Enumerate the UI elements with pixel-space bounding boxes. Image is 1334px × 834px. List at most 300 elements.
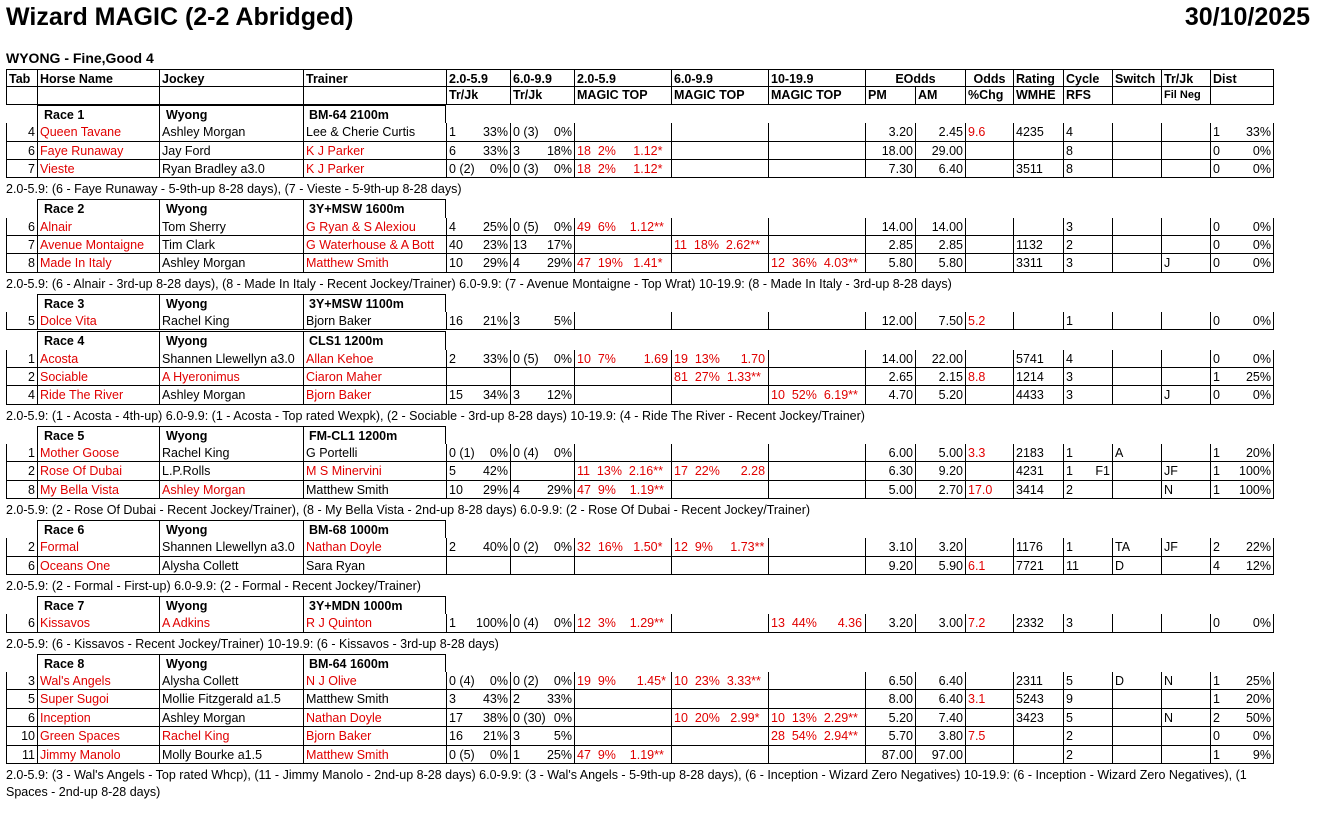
- runner-horse[interactable]: Faye Runaway: [37, 142, 159, 160]
- race-class: FM-CL1 1200m: [303, 426, 446, 444]
- race-header-row: [6, 199, 1334, 217]
- c2-pct: 0%: [553, 219, 572, 234]
- runner-cycle: [1063, 218, 1112, 236]
- runner-magic-c4: 12 9% 1.73**: [671, 538, 768, 556]
- runner-rating: 3311: [1013, 254, 1063, 272]
- runner-pm: 12.00: [865, 312, 915, 330]
- runner-horse[interactable]: My Bella Vista: [37, 481, 159, 499]
- c2-pct: 0%: [553, 351, 572, 366]
- runner-magic-c5: [768, 123, 865, 141]
- runner-horse[interactable]: Mother Goose: [37, 444, 159, 462]
- c1-count: 15: [449, 388, 463, 403]
- runner-trainer[interactable]: Bjorn Baker: [303, 312, 446, 330]
- runner-c2: [510, 386, 574, 404]
- runner-c1: [446, 727, 510, 745]
- race-header-row: [6, 520, 1334, 538]
- runner-c2: [510, 123, 574, 141]
- runner-c1: [446, 614, 510, 632]
- c2-pct: 0%: [553, 710, 572, 725]
- runner-row: [6, 444, 1334, 462]
- race-name: Race 6: [37, 520, 159, 538]
- runner-am: 7.50: [915, 312, 965, 330]
- runner-odds-chg: [965, 160, 1013, 178]
- runner-row: [6, 218, 1334, 236]
- dist-pct: 20%: [1245, 692, 1271, 707]
- runner-horse[interactable]: Acosta: [37, 350, 159, 368]
- runner-tab: 7: [6, 160, 37, 178]
- dist-count: 2: [1213, 710, 1220, 725]
- race-name: Race 2: [37, 199, 159, 217]
- runner-trjk: [1161, 614, 1210, 632]
- runner-c2: [510, 672, 574, 690]
- meeting-heading: WYONG - Fine,Good 4: [6, 50, 154, 66]
- runner-trainer[interactable]: Matthew Smith: [303, 254, 446, 272]
- runner-row: [6, 538, 1334, 556]
- cycle-value: 3: [1066, 370, 1073, 385]
- runner-magic-c4: [671, 444, 768, 462]
- runner-am: 14.00: [915, 218, 965, 236]
- runner-list: [6, 672, 1334, 764]
- runner-jockey[interactable]: Rachel King: [159, 444, 303, 462]
- runner-horse[interactable]: Inception: [37, 709, 159, 727]
- runner-trjk: N: [1161, 672, 1210, 690]
- runner-row: [6, 123, 1334, 141]
- runner-rating: [1013, 142, 1063, 160]
- c2-count: 13: [513, 237, 527, 252]
- c2-pct: 0%: [553, 673, 572, 688]
- dist-count: 1: [1213, 482, 1220, 497]
- runner-jockey[interactable]: Ryan Bradley a3.0: [159, 160, 303, 178]
- runner-dist: [1210, 727, 1274, 745]
- runner-jockey[interactable]: Tom Sherry: [159, 218, 303, 236]
- sub-c1: Tr/Jk: [446, 86, 510, 104]
- dist-count: 2: [1213, 540, 1220, 555]
- runner-jockey[interactable]: Ashley Morgan: [159, 481, 303, 499]
- runner-magic-c4: [671, 218, 768, 236]
- col-c5: 10-19.9: [768, 69, 865, 87]
- runner-magic-c5: [768, 690, 865, 708]
- runner-c1: [446, 142, 510, 160]
- runner-jockey[interactable]: Rachel King: [159, 727, 303, 745]
- runner-row: [6, 386, 1334, 404]
- runner-am: 6.40: [915, 160, 965, 178]
- runner-c2: [510, 746, 574, 764]
- runner-cycle: [1063, 254, 1112, 272]
- runner-magic-c5: [768, 350, 865, 368]
- runner-tab: 5: [6, 312, 37, 330]
- c1-pct: 25%: [482, 219, 508, 234]
- col-trainer: Trainer: [303, 69, 446, 87]
- runner-magic-c5: [768, 538, 865, 556]
- runner-cycle: [1063, 386, 1112, 404]
- runner-c2: [510, 462, 574, 480]
- runner-horse[interactable]: Queen Tavane: [37, 123, 159, 141]
- runner-horse[interactable]: Sociable: [37, 368, 159, 386]
- race-venue: Wyong: [159, 596, 303, 614]
- runner-pm: 2.65: [865, 368, 915, 386]
- race-venue: Wyong: [159, 520, 303, 538]
- race-header-row: [6, 105, 1334, 123]
- runner-rating: [1013, 218, 1063, 236]
- runner-trainer[interactable]: Ciaron Maher: [303, 368, 446, 386]
- runner-c1: [446, 386, 510, 404]
- runner-switch: [1112, 481, 1161, 499]
- runner-horse[interactable]: Wal's Angels: [37, 672, 159, 690]
- runner-magic-c3: [574, 386, 671, 404]
- c2-count: 0 (4): [513, 446, 539, 461]
- cycle-value: 3: [1066, 388, 1073, 403]
- runner-jockey[interactable]: Mollie Fitzgerald a1.5: [159, 690, 303, 708]
- runner-trainer[interactable]: Nathan Doyle: [303, 538, 446, 556]
- runner-odds-chg: 17.0: [965, 481, 1013, 499]
- runner-tab: 1: [6, 350, 37, 368]
- runner-trjk: [1161, 368, 1210, 386]
- runner-rating: 4235: [1013, 123, 1063, 141]
- c2-pct: 0%: [553, 540, 572, 555]
- c2-pct: 29%: [546, 256, 572, 271]
- runner-horse[interactable]: Oceans One: [37, 557, 159, 575]
- runner-trainer[interactable]: K J Parker: [303, 142, 446, 160]
- runner-trainer[interactable]: Bjorn Baker: [303, 386, 446, 404]
- race-block: [6, 199, 1334, 293]
- runner-magic-c4: [671, 254, 768, 272]
- runner-dist: [1210, 142, 1274, 160]
- runner-trainer[interactable]: Allan Kehoe: [303, 350, 446, 368]
- runner-pm: 3.20: [865, 614, 915, 632]
- runner-list: [6, 218, 1334, 273]
- race-name: Race 3: [37, 294, 159, 312]
- runner-c2: [510, 254, 574, 272]
- c1-count: 6: [449, 143, 456, 158]
- runner-switch: [1112, 746, 1161, 764]
- runner-odds-chg: [965, 746, 1013, 764]
- runner-trainer[interactable]: R J Quinton: [303, 614, 446, 632]
- col-c3: 2.0-5.9: [574, 69, 671, 87]
- runner-jockey[interactable]: Alysha Collett: [159, 557, 303, 575]
- runner-am: 5.00: [915, 444, 965, 462]
- runner-jockey[interactable]: Ashley Morgan: [159, 254, 303, 272]
- runner-jockey[interactable]: Ashley Morgan: [159, 386, 303, 404]
- runner-row: [6, 672, 1334, 690]
- runner-magic-c5: 13 44% 4.36: [768, 614, 865, 632]
- runner-trjk: [1161, 142, 1210, 160]
- runner-trainer[interactable]: Sara Ryan: [303, 557, 446, 575]
- runner-dist: [1210, 368, 1274, 386]
- runner-magic-c5: [768, 160, 865, 178]
- col-jockey: Jockey: [159, 69, 303, 87]
- col-eodds: EOdds: [865, 69, 965, 87]
- runner-trjk: N: [1161, 709, 1210, 727]
- runner-trjk: JF: [1161, 538, 1210, 556]
- runner-tab: 6: [6, 142, 37, 160]
- runner-odds-chg: [965, 672, 1013, 690]
- runner-odds-chg: 9.6: [965, 123, 1013, 141]
- runner-tab: 1: [6, 444, 37, 462]
- runner-c2: [510, 142, 574, 160]
- runner-list: [6, 614, 1334, 632]
- runner-trjk: [1161, 218, 1210, 236]
- runner-c2: [510, 444, 574, 462]
- runner-horse[interactable]: Alnair: [37, 218, 159, 236]
- runner-magic-c3: [574, 727, 671, 745]
- runner-cycle: [1063, 672, 1112, 690]
- cycle-value: 4: [1066, 351, 1073, 366]
- runner-jockey[interactable]: Ashley Morgan: [159, 709, 303, 727]
- c2-count: 3: [513, 729, 520, 744]
- runner-c2: [510, 690, 574, 708]
- form-guide-table: [6, 68, 1334, 801]
- race-class: BM-64 2100m: [303, 105, 446, 123]
- runner-switch: [1112, 386, 1161, 404]
- runner-horse[interactable]: Made In Italy: [37, 254, 159, 272]
- dist-count: 1: [1213, 673, 1220, 688]
- runner-switch: [1112, 236, 1161, 254]
- runner-trainer[interactable]: N J Olive: [303, 672, 446, 690]
- runner-trjk: J: [1161, 254, 1210, 272]
- runner-dist: [1210, 709, 1274, 727]
- race-class: 3Y+MSW 1600m: [303, 199, 446, 217]
- runner-tab: 5: [6, 690, 37, 708]
- runner-trjk: [1161, 727, 1210, 745]
- runner-trainer[interactable]: Nathan Doyle: [303, 709, 446, 727]
- report-date: 30/10/2025: [1184, 3, 1310, 31]
- column-header-row: [6, 69, 1334, 87]
- runner-row: [6, 709, 1334, 727]
- runner-rating: 1132: [1013, 236, 1063, 254]
- dist-pct: 0%: [1252, 219, 1271, 234]
- col-cycle: Cycle: [1063, 69, 1112, 87]
- c2-pct: 33%: [546, 692, 572, 707]
- runner-odds-chg: [965, 350, 1013, 368]
- runner-horse[interactable]: Green Spaces: [37, 727, 159, 745]
- runner-pm: 5.00: [865, 481, 915, 499]
- runner-pm: 6.00: [865, 444, 915, 462]
- runner-c2: [510, 481, 574, 499]
- runner-horse[interactable]: Avenue Montaigne: [37, 236, 159, 254]
- runner-cycle: [1063, 538, 1112, 556]
- runner-tab: 11: [6, 746, 37, 764]
- runner-cycle: [1063, 160, 1112, 178]
- race-note: 2.0-5.9: (6 - Kissavos - Recent Jockey/Trainer) 10-19.9: (6 - Kissavos - 3rd-up 8-28 days): [6, 636, 499, 651]
- c1-pct: 34%: [482, 388, 508, 403]
- runner-c1: [446, 236, 510, 254]
- runner-magic-c5: 28 54% 2.94**: [768, 727, 865, 745]
- c2-pct: 18%: [546, 143, 572, 158]
- runner-trainer[interactable]: Bjorn Baker: [303, 727, 446, 745]
- runner-dist: [1210, 538, 1274, 556]
- runner-am: 5.20: [915, 386, 965, 404]
- race-note: 2.0-5.9: (3 - Wal's Angels - Top rated Whcp), (11 - Jimmy Manolo - 2nd-up 8-28 days) 6.0-9.9: (3 - Wal's Angels - 5-9th-up 8-28 days), (6 - Inception - Wizard Zero Negatives) 10-19.9: (6 - Inception - Wizard Zero Negatives), (1: [6, 767, 1247, 782]
- runner-jockey[interactable]: Jay Ford: [159, 142, 303, 160]
- runner-trainer[interactable]: K J Parker: [303, 160, 446, 178]
- runner-magic-c3: 10 7% 1.69: [574, 350, 671, 368]
- runner-tab: 2: [6, 368, 37, 386]
- runner-horse[interactable]: Kissavos: [37, 614, 159, 632]
- runner-magic-c4: [671, 557, 768, 575]
- runner-horse[interactable]: Ride The River: [37, 386, 159, 404]
- runner-trjk: [1161, 350, 1210, 368]
- runner-horse[interactable]: Vieste: [37, 160, 159, 178]
- runner-c1: [446, 690, 510, 708]
- runner-horse[interactable]: Super Sugoi: [37, 690, 159, 708]
- runner-c1: [446, 481, 510, 499]
- dist-count: 0: [1213, 351, 1220, 366]
- runner-trainer[interactable]: G Portelli: [303, 444, 446, 462]
- runner-c1: [446, 350, 510, 368]
- runner-trjk: J: [1161, 386, 1210, 404]
- runner-jockey[interactable]: Shannen Llewellyn a3.0: [159, 350, 303, 368]
- runner-rating: 2311: [1013, 672, 1063, 690]
- runner-dist: [1210, 312, 1274, 330]
- runner-odds-chg: 5.2: [965, 312, 1013, 330]
- runner-cycle: [1063, 462, 1112, 480]
- runner-cycle: [1063, 142, 1112, 160]
- runner-jockey[interactable]: Alysha Collett: [159, 672, 303, 690]
- dist-count: 1: [1213, 464, 1220, 479]
- c1-pct: 0%: [489, 673, 508, 688]
- runner-trainer[interactable]: Lee & Cherie Curtis: [303, 123, 446, 141]
- c1-count: 2: [449, 540, 456, 555]
- dist-pct: 0%: [1252, 161, 1271, 176]
- c1-pct: 33%: [482, 125, 508, 140]
- runner-magic-c5: [768, 481, 865, 499]
- runner-trainer[interactable]: Matthew Smith: [303, 690, 446, 708]
- runner-magic-c4: 17 22% 2.28: [671, 462, 768, 480]
- runner-am: 2.15: [915, 368, 965, 386]
- runner-list: [6, 538, 1334, 575]
- sub-c2: Tr/Jk: [510, 86, 574, 104]
- c1-count: 0 (4): [449, 673, 475, 688]
- c2-pct: 0%: [553, 616, 572, 631]
- runner-magic-c4: [671, 123, 768, 141]
- runner-horse[interactable]: Jimmy Manolo: [37, 746, 159, 764]
- c2-pct: 0%: [553, 125, 572, 140]
- runner-tab: 2: [6, 462, 37, 480]
- dist-count: 1: [1213, 747, 1220, 762]
- cycle-value: 9: [1066, 692, 1073, 707]
- sub-c3: MAGIC TOP: [574, 86, 671, 104]
- cycle-value: 3: [1066, 616, 1073, 631]
- c2-pct: 0%: [553, 161, 572, 176]
- c1-pct: 29%: [482, 482, 508, 497]
- runner-jockey[interactable]: Shannen Llewellyn a3.0: [159, 538, 303, 556]
- sub-trainer: [303, 86, 446, 104]
- runner-pm: 5.80: [865, 254, 915, 272]
- runner-trjk: [1161, 123, 1210, 141]
- runner-trainer[interactable]: G Waterhouse & A Bott: [303, 236, 446, 254]
- runner-horse[interactable]: Rose Of Dubai: [37, 462, 159, 480]
- c1-pct: 29%: [482, 256, 508, 271]
- runner-switch: [1112, 462, 1161, 480]
- runner-trainer[interactable]: M S Minervini: [303, 462, 446, 480]
- c2-pct: 0%: [553, 446, 572, 461]
- sub-wmhe: WMHE: [1013, 86, 1063, 104]
- runner-jockey[interactable]: L.P.Rolls: [159, 462, 303, 480]
- runner-magic-c5: [768, 444, 865, 462]
- runner-trainer[interactable]: Matthew Smith: [303, 481, 446, 499]
- race-block: [6, 105, 1334, 199]
- runner-switch: [1112, 614, 1161, 632]
- c1-count: 16: [449, 313, 463, 328]
- runner-tab: 6: [6, 557, 37, 575]
- sub-dist: [1210, 86, 1274, 104]
- runner-magic-c3: [574, 557, 671, 575]
- runner-c1: [446, 254, 510, 272]
- c2-count: 0 (3): [513, 161, 539, 176]
- runner-pm: 14.00: [865, 350, 915, 368]
- runner-jockey[interactable]: Ashley Morgan: [159, 123, 303, 141]
- sub-am: AM: [915, 86, 965, 104]
- c1-pct: 40%: [482, 540, 508, 555]
- runner-tab: 10: [6, 727, 37, 745]
- dist-pct: 0%: [1252, 616, 1271, 631]
- runner-switch: A: [1112, 444, 1161, 462]
- runner-tab: 6: [6, 218, 37, 236]
- race-header-row: [6, 654, 1334, 672]
- cycle-value: 2: [1066, 729, 1073, 744]
- runner-magic-c3: [574, 709, 671, 727]
- runner-jockey[interactable]: A Adkins: [159, 614, 303, 632]
- runner-magic-c3: 32 16% 1.50*: [574, 538, 671, 556]
- runner-switch: [1112, 254, 1161, 272]
- runner-magic-c5: [768, 368, 865, 386]
- runner-row: [6, 746, 1334, 764]
- runner-trjk: [1161, 444, 1210, 462]
- runner-magic-c3: 49 6% 1.12**: [574, 218, 671, 236]
- c1-count: 16: [449, 729, 463, 744]
- runner-odds-chg: [965, 386, 1013, 404]
- runner-dist: [1210, 746, 1274, 764]
- runner-trainer[interactable]: Matthew Smith: [303, 746, 446, 764]
- runner-c2: [510, 236, 574, 254]
- dist-pct: 0%: [1252, 143, 1271, 158]
- runner-dist: [1210, 614, 1274, 632]
- c2-count: 3: [513, 388, 520, 403]
- c1-count: 3: [449, 692, 456, 707]
- runner-rating: [1013, 312, 1063, 330]
- runner-rating: [1013, 727, 1063, 745]
- runner-horse[interactable]: Dolce Vita: [37, 312, 159, 330]
- runner-magic-c4: 10 20% 2.99*: [671, 709, 768, 727]
- c2-pct: 5%: [553, 729, 572, 744]
- runner-tab: 8: [6, 254, 37, 272]
- sub-switch: [1112, 86, 1161, 104]
- runner-horse[interactable]: Formal: [37, 538, 159, 556]
- runner-magic-c5: 12 36% 4.03**: [768, 254, 865, 272]
- c1-count: 4: [449, 219, 456, 234]
- runner-jockey[interactable]: Rachel King: [159, 312, 303, 330]
- runner-magic-c5: [768, 142, 865, 160]
- runner-trjk: JF: [1161, 462, 1210, 480]
- c2-pct: 29%: [546, 482, 572, 497]
- runner-trjk: [1161, 690, 1210, 708]
- runner-trainer[interactable]: G Ryan & S Alexiou: [303, 218, 446, 236]
- runner-magic-c5: [768, 462, 865, 480]
- runner-am: 3.80: [915, 727, 965, 745]
- runner-pm: 6.30: [865, 462, 915, 480]
- runner-c2: [510, 312, 574, 330]
- runner-jockey[interactable]: Tim Clark: [159, 236, 303, 254]
- race-name: Race 5: [37, 426, 159, 444]
- dist-pct: 0%: [1252, 729, 1271, 744]
- runner-jockey[interactable]: A Hyeronimus: [159, 368, 303, 386]
- runner-c1: [446, 312, 510, 330]
- runner-c2: [510, 727, 574, 745]
- runner-row: [6, 368, 1334, 386]
- runner-pm: 87.00: [865, 746, 915, 764]
- cycle-value: 1: [1066, 446, 1073, 461]
- runner-jockey[interactable]: Molly Bourke a1.5: [159, 746, 303, 764]
